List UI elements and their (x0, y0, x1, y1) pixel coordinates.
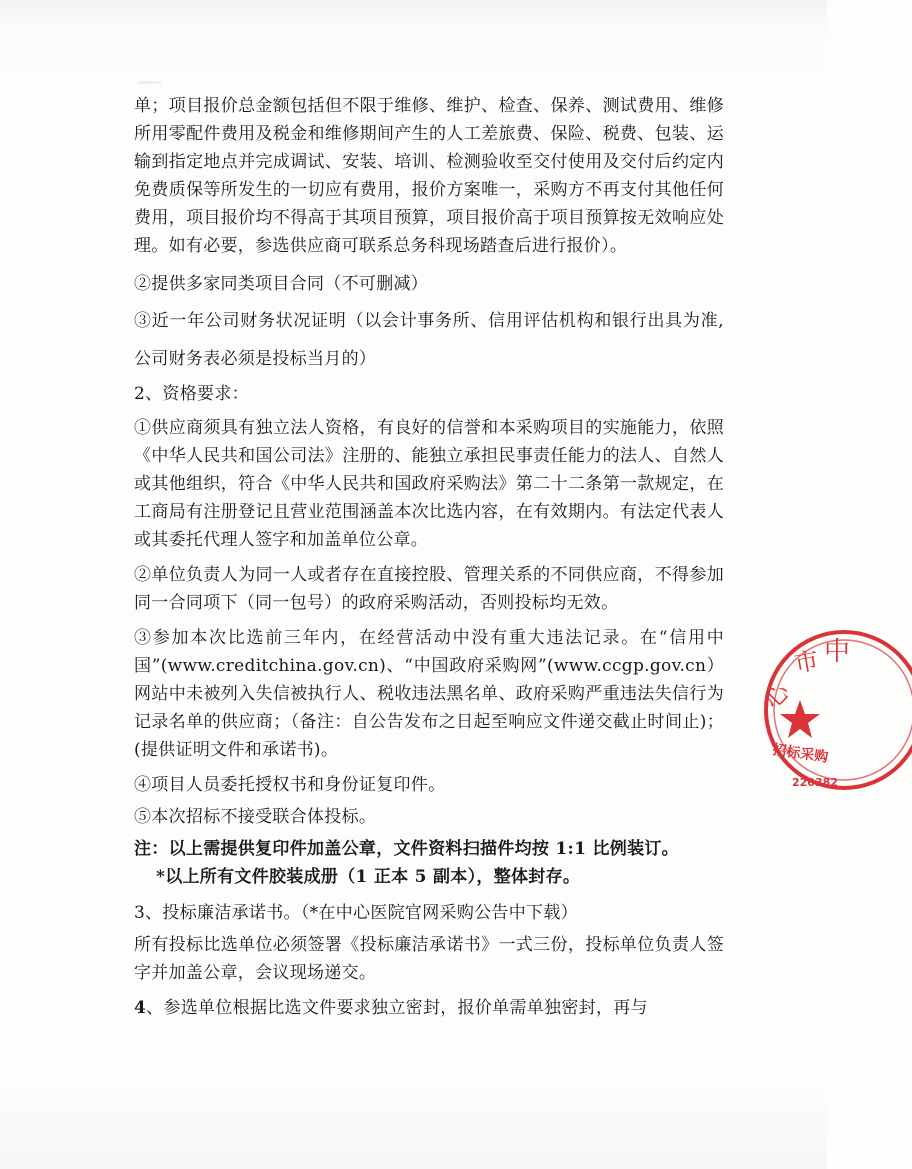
paragraph-qualification-2: ②单位负责人为同一人或者存在直接控股、管理关系的不同供应商，不得参加同一合同项下（同一包号）的政府采购活动，否则投标均无效。 (134, 565, 724, 613)
svg-text:心: 心 (758, 677, 796, 715)
seal-number: 220382 (792, 776, 838, 789)
heading-integrity: 3、投标廉洁承诺书。（*在中心医院官网采购公告中下载） (134, 903, 578, 923)
bleed-through-mark: ▁▁ (138, 66, 162, 84)
paragraph-qualification-3: ③参加本次比选前三年内，在经营活动中没有重大违法记录。在“信用中国”(www.creditchina.gov.cn)、“中国政府采购网”(www.ccgp.gov.cn）网站中未被列入失信被执行人、税收违法黑名单、政府采购严重违法失信行为记录名单的供应商；（备注：自公告发布之日起至响应文件递交截止时间止)；(提供证明文件和承诺书)。 (134, 628, 724, 760)
paragraph-qualification-5: ⑤本次招标不接受联合体投标。 (134, 807, 377, 827)
paragraph-sealing (134, 994, 724, 1022)
document-body (134, 92, 724, 1029)
paragraph-integrity: 所有投标比选单位必须签署《投标廉洁承诺书》一式三份，投标单位负责人签字并加盖公章，会议现场递交。 (134, 935, 724, 983)
svg-text:市: 市 (792, 646, 821, 678)
paragraph-qualification-4: ④项目人员委托授权书和身份证复印件。 (134, 775, 446, 795)
official-seal (758, 628, 912, 808)
paragraph-financial: ③近一年公司财务状况证明（以会计事务所、信用评估机构和银行出具为准,公司财务表必须是投标当月的） (134, 311, 724, 369)
item-number: 4 (134, 998, 147, 1018)
paragraph-qualification-1: ①供应商须具有独立法人资格，有良好的信誉和本采购项目的实施能力，依照《中华人民共和国公司法》注册的、能独立承担民事责任能力的法人、自然人或其他组织，符合《中华人民共和国政府采购法》第二十二条第一款规定，在工商局有注册登记且营业范围涵盖本次比选内容，在有效期内。有法定代表人或其委托代理人签字和加盖单位公章。 (134, 418, 724, 550)
note-copies: 注：以上需提供复印件加盖公章，文件资料扫描件均按 1:1 比例装订。 (134, 839, 679, 859)
heading-qualifications: 2、资格要求： (134, 384, 249, 404)
seal-char: 中 (824, 637, 851, 667)
note-binding: *以上所有文件胶装成册（1 正本 5 副本），整体封存。 (156, 867, 581, 887)
paragraph-contracts: ②提供多家同类项目合同（不可删减） (134, 274, 429, 294)
paragraph-pricing: 单；项目报价总金额包括但不限于维修、维护、检查、保养、测试费用、维修所用零配件费用及税金和维修期间产生的人工差旅费、保险、税费、包装、运输到指定地点并完成调试、安装、培训、检测验收至交付使用及交付后约定内免费质保等所发生的一切应有费用，报价方案唯一，采购方不再支付其他任何费用，项目报价均不得高于其项目预算，项目报价高于项目预算按无效响应处理。如有必要，参选供应商可联系总务科现场踏查后进行报价）。 (134, 96, 724, 256)
seal-band: 招标采购 (771, 742, 830, 766)
paragraph-sealing-text: 、参选单位根据比选文件要求独立密封，报价单需单独密封，再与 (146, 998, 648, 1018)
